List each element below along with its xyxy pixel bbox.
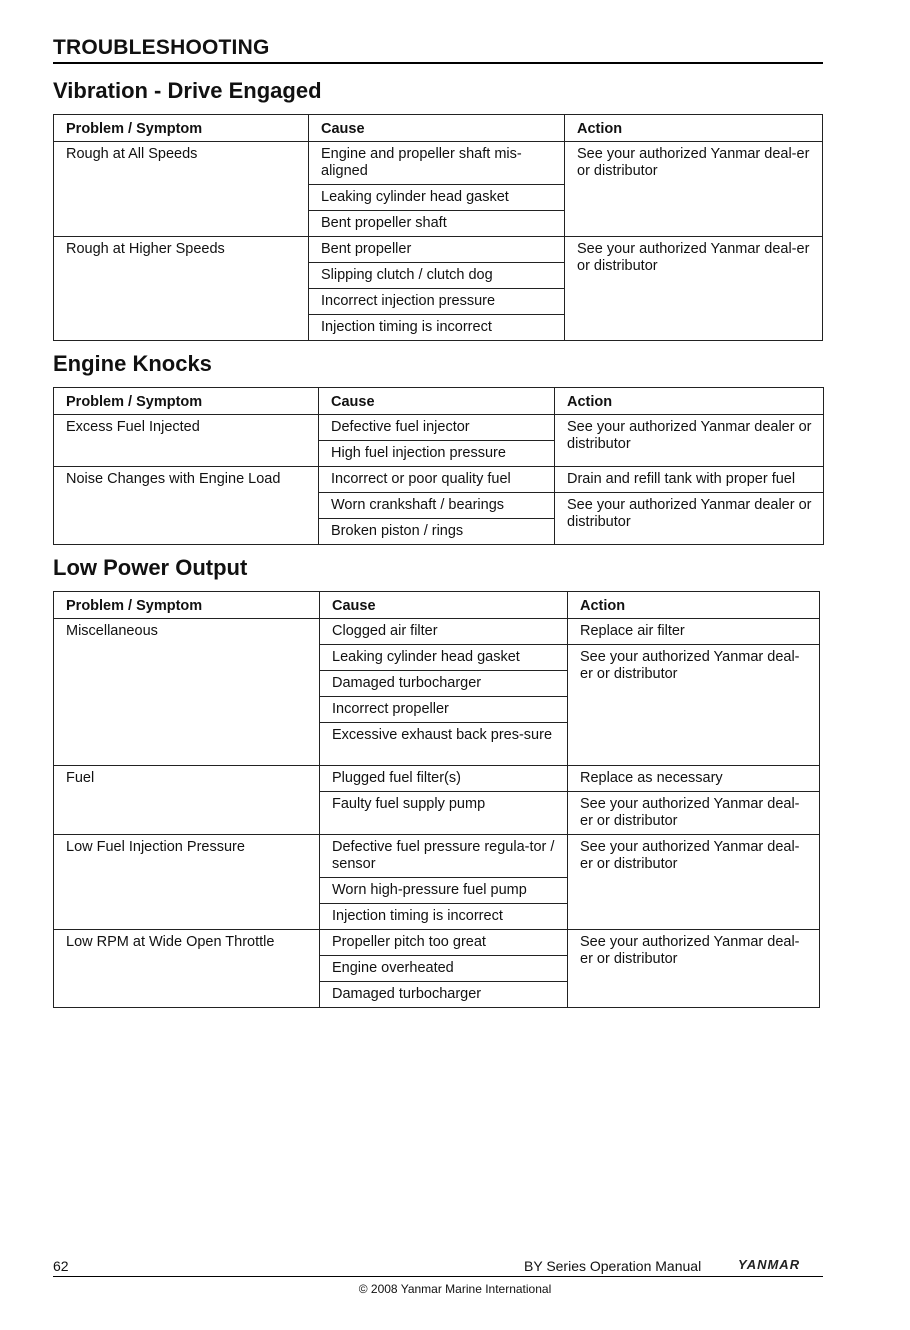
cause-cell: Bent propeller shaft — [309, 211, 565, 237]
cause-cell: Injection timing is incorrect — [320, 904, 568, 930]
cause-cell: Engine overheated — [320, 956, 568, 982]
cause-cell: Damaged turbocharger — [320, 982, 568, 1008]
action-cell: Replace air filter — [568, 619, 820, 645]
table-header-row — [54, 388, 824, 415]
section-title-engine-knocks: Engine Knocks — [53, 351, 212, 376]
col-header-cause: Cause — [320, 592, 568, 619]
table-row — [54, 930, 820, 956]
col-header-problem: Problem / Symptom — [54, 388, 319, 415]
cause-cell: Excessive exhaust back pres-sure — [320, 723, 568, 766]
problem-cell: Low RPM at Wide Open Throttle — [54, 930, 320, 1008]
action-cell: See your authorized Yanmar deal-er or distributor — [568, 645, 820, 766]
problem-cell: Low Fuel Injection Pressure — [54, 835, 320, 930]
problem-cell: Rough at All Speeds — [54, 142, 309, 237]
cause-cell: Propeller pitch too great — [320, 930, 568, 956]
table-low-power — [53, 591, 820, 1008]
section-title-low-power: Low Power Output — [53, 555, 248, 580]
col-header-cause: Cause — [309, 115, 565, 142]
action-cell: Drain and refill tank with proper fuel — [555, 467, 824, 493]
cause-cell: Faulty fuel supply pump — [320, 792, 568, 835]
table-header-row — [54, 592, 820, 619]
table-row — [54, 415, 824, 441]
cause-cell: Defective fuel injector — [319, 415, 555, 441]
cause-cell: Incorrect propeller — [320, 697, 568, 723]
table-row — [54, 237, 823, 263]
action-cell: See your authorized Yanmar dealer or distributor — [555, 415, 824, 467]
action-cell: See your authorized Yanmar deal-er or distributor — [568, 792, 820, 835]
cause-cell: Broken piston / rings — [319, 519, 555, 545]
copyright: © 2008 Yanmar Marine International — [358, 1282, 552, 1296]
cause-cell: Worn crankshaft / bearings — [319, 493, 555, 519]
cause-cell: Leaking cylinder head gasket — [309, 185, 565, 211]
cause-cell: Incorrect injection pressure — [309, 289, 565, 315]
cause-cell: Leaking cylinder head gasket — [320, 645, 568, 671]
page-number: 62 — [53, 1258, 69, 1274]
problem-cell: Excess Fuel Injected — [54, 415, 319, 467]
problem-cell: Fuel — [54, 766, 320, 835]
table-vibration — [53, 114, 823, 341]
section-title-vibration: Vibration - Drive Engaged — [53, 78, 322, 103]
cause-cell: Damaged turbocharger — [320, 671, 568, 697]
yanmar-logo: YANMAR — [738, 1257, 801, 1272]
page-header: TROUBLESHOOTING — [53, 36, 823, 64]
col-header-action: Action — [565, 115, 823, 142]
cause-cell: High fuel injection pressure — [319, 441, 555, 467]
table-row — [54, 619, 820, 645]
cause-cell: Clogged air filter — [320, 619, 568, 645]
action-cell: See your authorized Yanmar deal-er or distributor — [568, 835, 820, 930]
table-row — [54, 142, 823, 185]
action-cell: See your authorized Yanmar dealer or distributor — [555, 493, 824, 545]
action-cell: See your authorized Yanmar deal-er or distributor — [568, 930, 820, 1008]
col-header-problem: Problem / Symptom — [54, 592, 320, 619]
cause-cell: Defective fuel pressure regula-tor / sensor — [320, 835, 568, 878]
table-row — [54, 467, 824, 493]
action-cell: Replace as necessary — [568, 766, 820, 792]
manual-title: BY Series Operation Manual — [524, 1258, 702, 1274]
col-header-cause: Cause — [319, 388, 555, 415]
cause-cell: Injection timing is incorrect — [309, 315, 565, 341]
problem-cell: Rough at Higher Speeds — [54, 237, 309, 341]
problem-cell: Noise Changes with Engine Load — [54, 467, 319, 545]
cause-cell: Bent propeller — [309, 237, 565, 263]
table-engine-knocks — [53, 387, 824, 545]
cause-cell: Engine and propeller shaft mis-aligned — [309, 142, 565, 185]
cause-cell: Worn high-pressure fuel pump — [320, 878, 568, 904]
cause-cell: Plugged fuel filter(s) — [320, 766, 568, 792]
col-header-action: Action — [555, 388, 824, 415]
table-row — [54, 835, 820, 878]
action-cell: See your authorized Yanmar deal-er or distributor — [565, 142, 823, 237]
cause-cell: Slipping clutch / clutch dog — [309, 263, 565, 289]
col-header-problem: Problem / Symptom — [54, 115, 309, 142]
cause-cell: Incorrect or poor quality fuel — [319, 467, 555, 493]
table-header-row — [54, 115, 823, 142]
action-cell: See your authorized Yanmar deal-er or distributor — [565, 237, 823, 341]
footer-divider — [53, 1276, 823, 1277]
table-row — [54, 766, 820, 792]
problem-cell: Miscellaneous — [54, 619, 320, 766]
col-header-action: Action — [568, 592, 820, 619]
